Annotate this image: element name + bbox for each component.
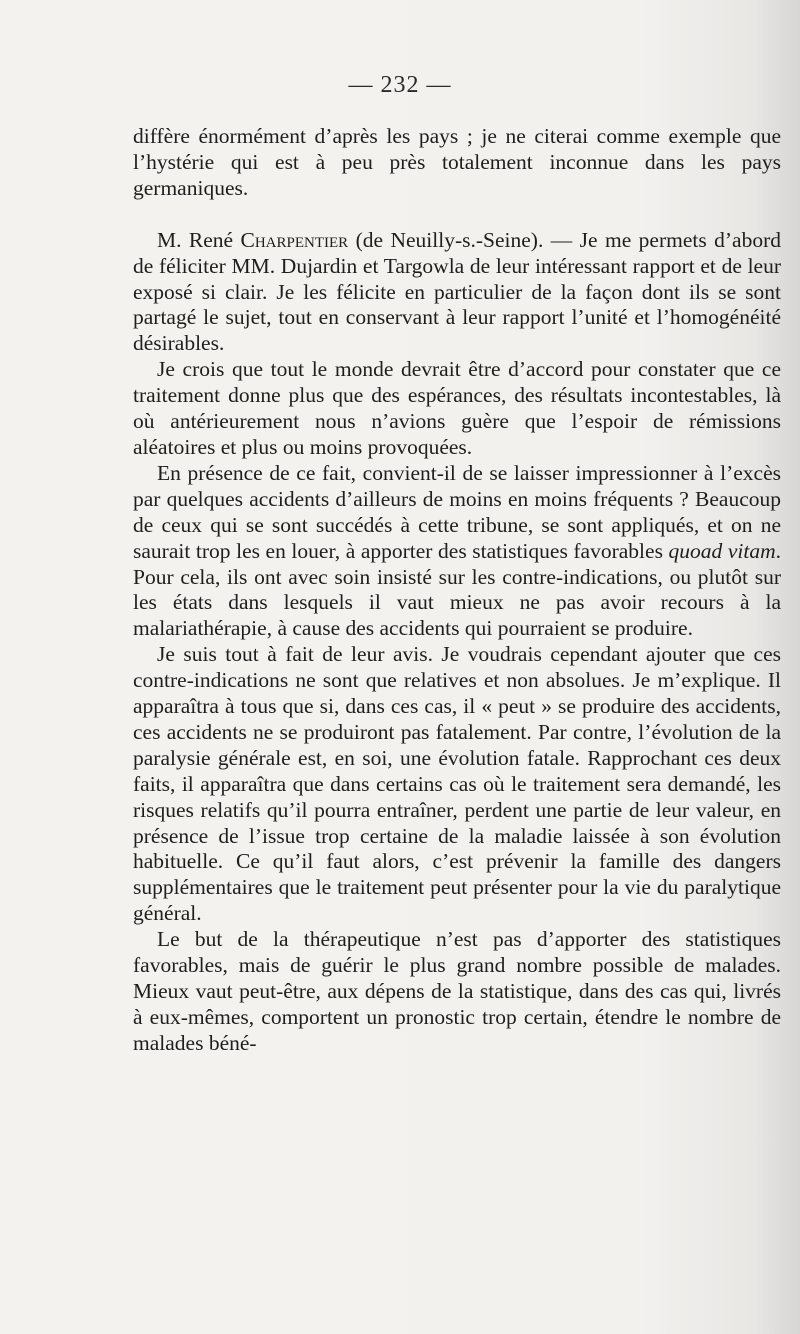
paragraph-6: Le but de la thérapeutique n’est pas d’apporter des statistiques favorables, mais de guérir le plus grand nombre possible de malades. Mieux vaut peut-être, aux dépens de la statistique, dans des cas qui, livrés à eux-mêmes, comportent un pronostic trop certain, étendre le nombre de malades béné- <box>133 927 781 1055</box>
body-text <box>133 124 781 1057</box>
paragraph-4 <box>133 461 781 642</box>
page-number: — 232 — <box>348 72 452 98</box>
latin-phrase: quoad vitam <box>668 538 776 563</box>
paragraph-1: diffère énormément d’après les pays ; je ne citerai comme exemple que l’hystérie qui est à peu près totalement inconnue dans les pays germaniques. <box>133 124 781 200</box>
paragraph-2 <box>133 228 781 358</box>
paragraph-3: Je crois que tout le monde devrait être d’accord pour constater que ce traitement donne plus que des espérances, des résultats incontestables, là où antérieurement nous n’avions guère que l’espoir de rémissions aléatoires et plus ou moins provoquées. <box>133 357 781 459</box>
paragraph-4-text-before: En présence de ce fait, convient-il de se laisser impressionner à l’excès par quelques accidents d’ailleurs de moins en moins fréquents ? Beaucoup de ceux qui se sont succédés à cette tribune, se sont appliqués, et on ne saurait trop les en louer, à apporter des statistiques favorables <box>133 460 781 563</box>
speaker-prefix: M. René <box>157 227 241 252</box>
paragraph-2-text: (de Neuilly-s.-Seine). — Je me permets d’abord de féliciter MM. Dujardin et Targowla de leur intéressant rapport et de leur exposé si clair. Je les félicite en particulier de la façon dont ils se sont partagé le sujet, tout en conservant à leur rapport l’unité et l’homogénéité désirables. <box>133 227 781 356</box>
paragraph-4-text-after: . Pour cela, ils ont avec soin insisté sur les contre-indications, ou plutôt sur les états dans lesquels il vaut mieux ne pas avoir recours à la malariathérapie, à cause des accidents qui pourraient se produire. <box>133 538 781 641</box>
speaker-name: Charpentier <box>240 227 349 252</box>
paragraph-5: Je suis tout à fait de leur avis. Je voudrais cependant ajouter que ces contre-indications ne sont que relatives et non absolues. Je m’explique. Il apparaîtra à tous que si, dans ces cas, il « peut » se produire des accidents, ces accidents ne se produiront pas fatalement. Par contre, l’évolution de la paralysie générale est, en soi, une évolution fatale. Rapprochant ces deux faits, il apparaîtra que dans certains cas où le traitement sera demandé, les risques relatifs qu’il pourra entraîner, perdent une partie de leur valeur, en présence de l’issue trop certaine de la maladie laissée à son évolution habituelle. Ce qu’il faut alors, c’est prévenir la famille des dangers supplémentaires que le traitement peut présenter pour la vie du paralytique général. <box>133 642 781 926</box>
